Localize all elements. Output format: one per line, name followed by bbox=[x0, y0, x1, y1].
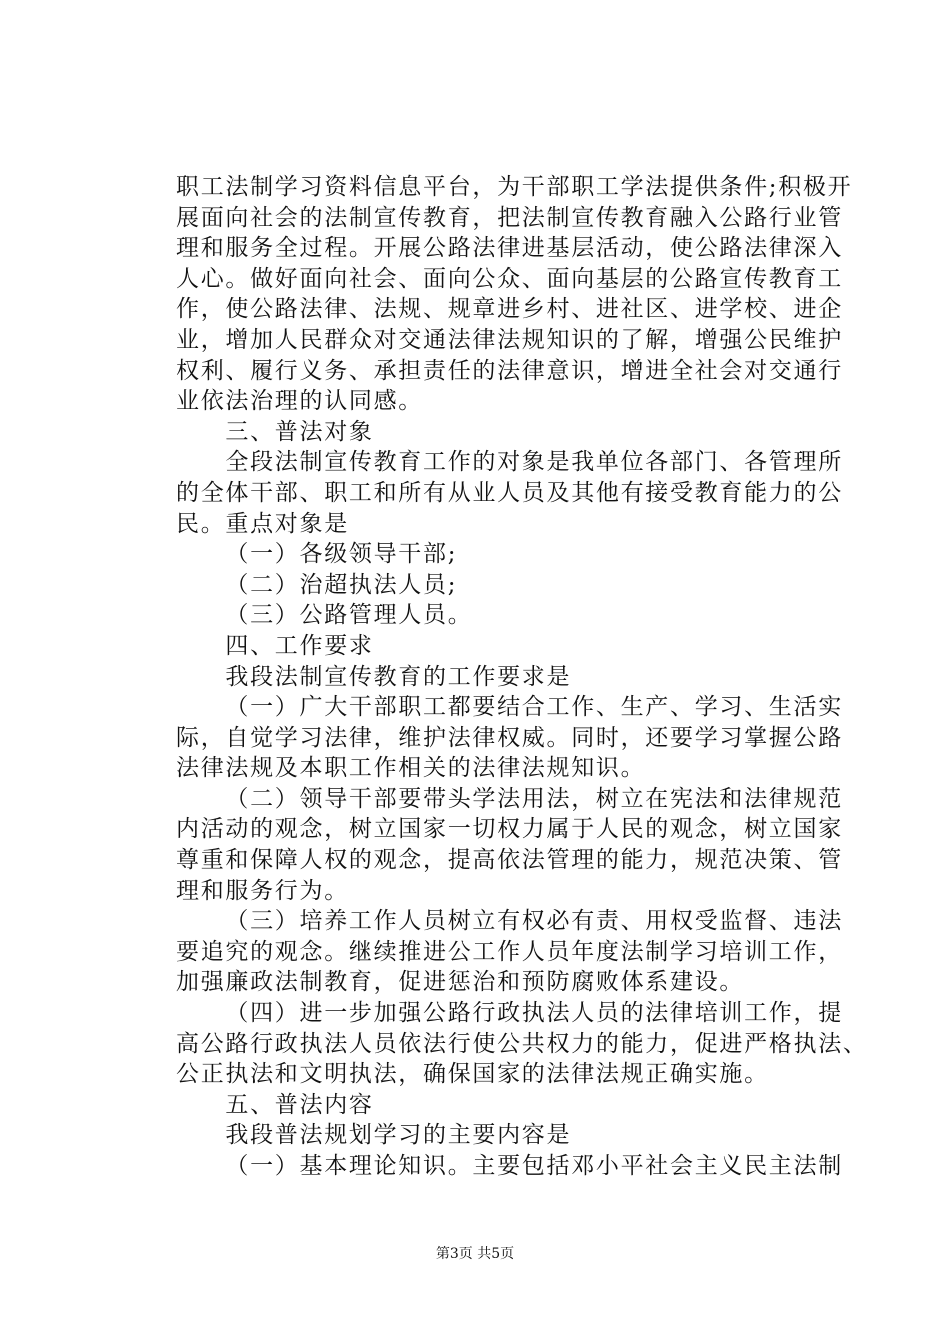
document-body bbox=[176, 172, 868, 1182]
text-line: 要追究的观念。继续推进公工作人员年度法制学习培训工作， bbox=[176, 938, 843, 965]
text-line: 权利、履行义务、承担责任的法律意识，增进全社会对交通行 bbox=[176, 357, 843, 384]
text-line: （二）治超执法人员; bbox=[225, 571, 458, 598]
text-line: 人心。做好面向社会、面向公众、面向基层的公路宣传教育工 bbox=[176, 265, 843, 292]
text-line: 理和服务全过程。开展公路法律进基层活动，使公路法律深入 bbox=[176, 235, 843, 262]
text-line: 法律法规及本职工作相关的法律法规知识。 bbox=[176, 755, 646, 782]
text-line: 公正执法和文明执法，确保国家的法律法规正确实施。 bbox=[176, 1061, 769, 1088]
text-line: 高公路行政执法人员依法行使公共权力的能力，促进严格执法、 bbox=[176, 1030, 868, 1057]
text-line: （二）领导干部要带头学法用法，树立在宪法和法律规范 bbox=[225, 785, 843, 812]
text-line: 的全体干部、职工和所有从业人员及其他有接受教育能力的公 bbox=[176, 479, 843, 506]
text-line: 四、工作要求 bbox=[225, 632, 374, 659]
text-line: 业依法治理的认同感。 bbox=[176, 388, 423, 415]
text-line: （一）各级领导干部; bbox=[225, 541, 458, 568]
text-line: 内活动的观念，树立国家一切权力属于人民的观念，树立国家 bbox=[176, 816, 843, 843]
text-line: （一）广大干部职工都要结合工作、生产、学习、生活实 bbox=[225, 694, 843, 721]
text-line: 三、普法对象 bbox=[225, 418, 374, 445]
page-footer: 第3页 共5页 bbox=[435, 1246, 515, 1262]
text-line: （一）基本理论知识。主要包括邓小平社会主义民主法制 bbox=[225, 1153, 843, 1179]
text-line: 我段法制宣传教育的工作要求是 bbox=[225, 663, 572, 690]
text-line: 业，增加人民群众对交通法律法规知识的了解，增强公民维护 bbox=[176, 326, 843, 353]
text-line: （三）公路管理人员。 bbox=[225, 602, 473, 629]
text-line: 展面向社会的法制宣传教育，把法制宣传教育融入公路行业管 bbox=[176, 204, 843, 231]
text-line: 加强廉政法制教育，促进惩治和预防腐败体系建设。 bbox=[176, 969, 745, 996]
text-line: 际，自觉学习法律，维护法律权威。同时，还要学习掌握公路 bbox=[176, 724, 843, 751]
text-line: 五、普法内容 bbox=[225, 1091, 374, 1118]
text-line: 全段法制宣传教育工作的对象是我单位各部门、各管理所 bbox=[225, 449, 843, 476]
text-line: 民。重点对象是 bbox=[176, 510, 349, 537]
text-line: 我段普法规划学习的主要内容是 bbox=[225, 1122, 572, 1149]
text-line: 尊重和保障人权的观念，提高依法管理的能力，规范决策、管 bbox=[176, 847, 843, 874]
text-line: （四）进一步加强公路行政执法人员的法律培训工作，提 bbox=[225, 1000, 843, 1027]
text-line: 理和服务行为。 bbox=[176, 877, 349, 904]
text-line: 作，使公路法律、法规、规章进乡村、进社区、进学校、进企 bbox=[176, 296, 843, 323]
text-line: 职工法制学习资料信息平台，为干部职工学法提供条件;积极开 bbox=[176, 174, 853, 200]
text-line: （三）培养工作人员树立有权必有责、用权受监督、违法 bbox=[225, 908, 843, 935]
